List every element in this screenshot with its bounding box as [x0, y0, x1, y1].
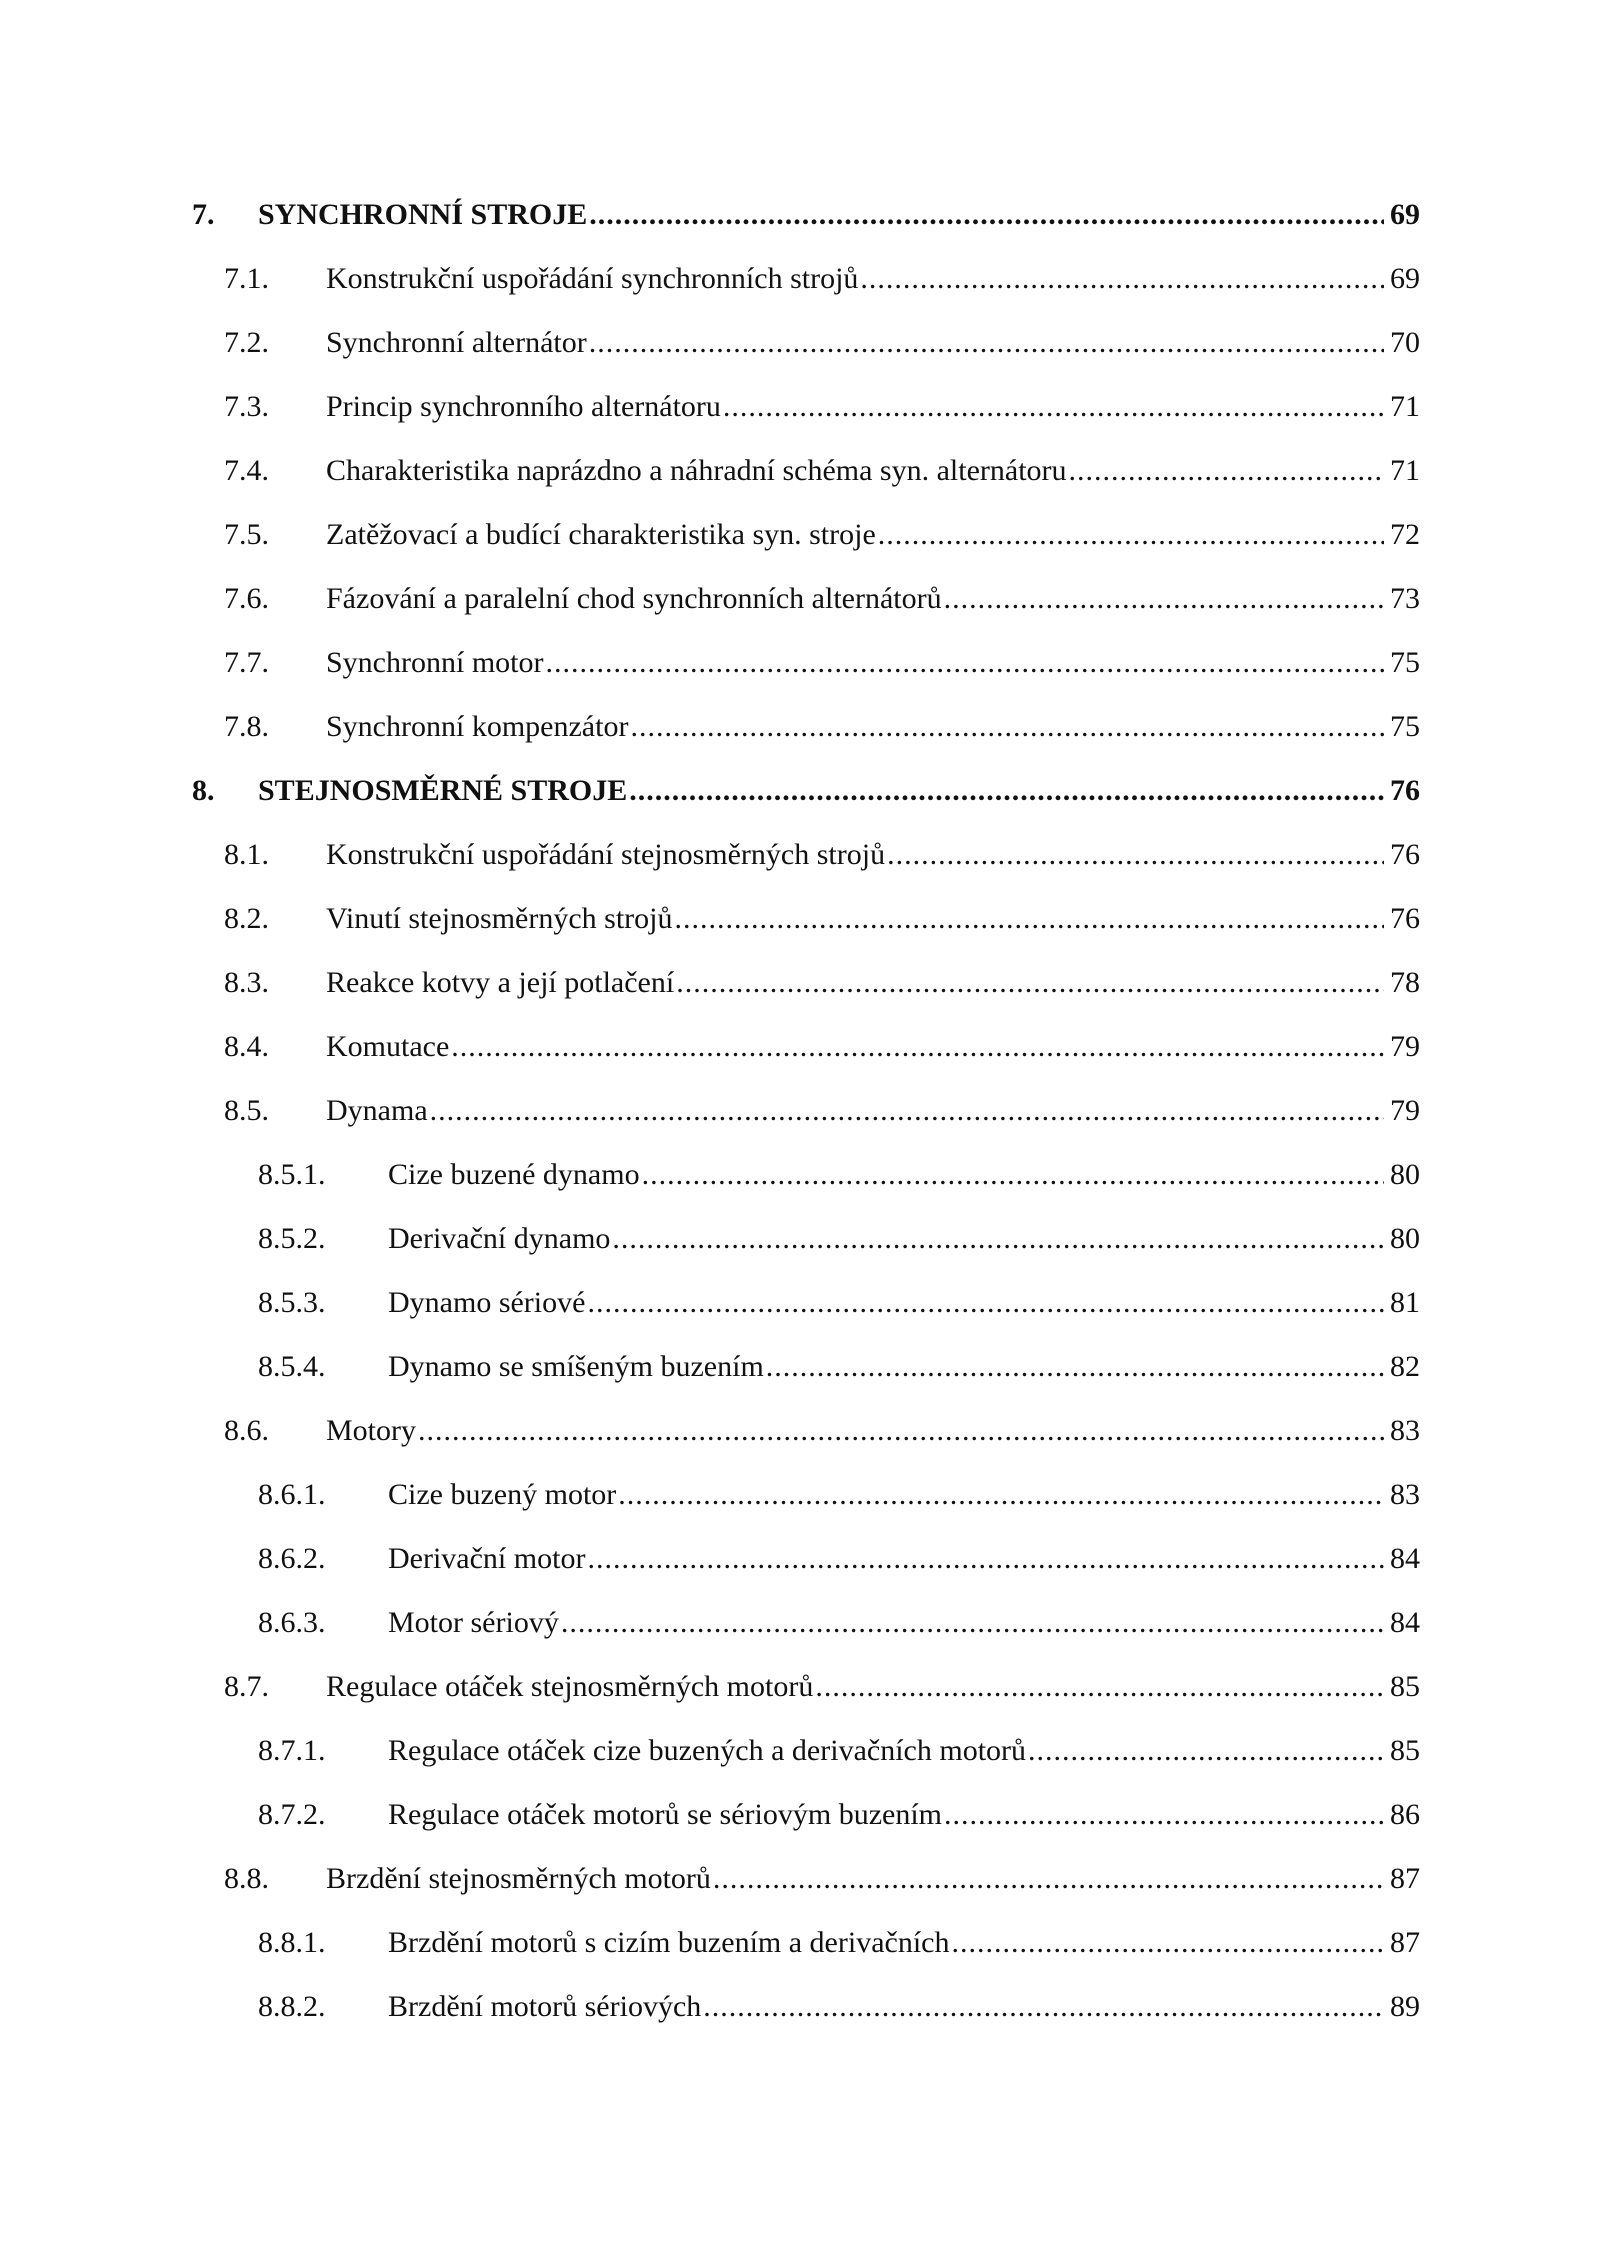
dot-leader: [418, 1399, 1384, 1463]
toc-page-number: 72: [1390, 518, 1420, 551]
toc-entry[interactable]: [0, 1847, 1600, 1911]
dot-leader: [713, 1847, 1384, 1911]
dot-leader: [589, 183, 1384, 247]
toc-title: Motor sériový: [388, 1606, 559, 1639]
toc-page-number: 85: [1390, 1670, 1420, 1703]
toc-title: Brzdění motorů s cizím buzením a derivačních: [388, 1926, 950, 1959]
toc-page-number: 80: [1390, 1222, 1420, 1255]
toc-title: Regulace otáček stejnosměrných motorů: [326, 1670, 814, 1703]
toc-entry[interactable]: [0, 887, 1600, 951]
toc-title: Synchronní kompenzátor: [326, 710, 629, 743]
toc-entry-line: [326, 1399, 1420, 1463]
dot-leader: [587, 1527, 1384, 1591]
toc-number: 8.1.: [224, 838, 269, 871]
toc-entry-line: [326, 567, 1420, 631]
toc-page-number: 87: [1390, 1862, 1420, 1895]
toc-entry-line: [258, 183, 1420, 247]
toc-entry-line: [326, 887, 1420, 951]
toc-number: 8.7.2.: [258, 1798, 326, 1831]
toc-page-number: 69: [1390, 198, 1420, 231]
toc-entry[interactable]: [0, 1783, 1600, 1847]
toc-number: 8.8.1.: [258, 1926, 326, 1959]
toc-number: 7.: [192, 198, 215, 231]
toc-title: SYNCHRONNÍ STROJE: [258, 198, 588, 231]
toc-title: Dynamo sériové: [388, 1286, 586, 1319]
toc-entry-line: [326, 1655, 1420, 1719]
toc-title: STEJNOSMĚRNÉ STROJE: [258, 774, 628, 807]
toc-entry[interactable]: [0, 1015, 1600, 1079]
toc-number: 8.4.: [224, 1030, 269, 1063]
toc-number: 8.: [192, 774, 215, 807]
toc-page-number: 85: [1390, 1734, 1420, 1767]
toc-title: Konstrukční uspořádání stejnosměrných strojů: [326, 838, 886, 871]
toc-entry-line: [326, 439, 1420, 503]
toc-title: Derivační dynamo: [388, 1222, 611, 1255]
dot-leader: [629, 759, 1384, 823]
toc-entry-line: [258, 759, 1420, 823]
toc-page-number: 83: [1390, 1414, 1420, 1447]
toc-page-number: 76: [1390, 838, 1420, 871]
toc-page-number: 84: [1390, 1542, 1420, 1575]
dot-leader: [887, 823, 1384, 887]
toc-entry[interactable]: [0, 823, 1600, 887]
toc-number: 7.1.: [224, 262, 269, 295]
toc-entry-line: [388, 1719, 1420, 1783]
dot-leader: [860, 247, 1384, 311]
toc-entry[interactable]: [0, 1911, 1600, 1975]
toc-entry[interactable]: [0, 1655, 1600, 1719]
dot-leader: [546, 631, 1385, 695]
toc-entry[interactable]: [0, 1143, 1600, 1207]
dot-leader: [1069, 439, 1384, 503]
toc-number: 8.5.3.: [258, 1286, 326, 1319]
toc-number: 7.7.: [224, 646, 269, 679]
toc-number: 8.5.4.: [258, 1350, 326, 1383]
toc-entry-line: [388, 1335, 1420, 1399]
toc-entry-line: [388, 1527, 1420, 1591]
toc-title: Synchronní motor: [326, 646, 544, 679]
toc-entry[interactable]: [0, 1335, 1600, 1399]
toc-page-number: 75: [1390, 646, 1420, 679]
toc-number: 8.5.1.: [258, 1158, 326, 1191]
dot-leader: [451, 1015, 1384, 1079]
toc-entry-line: [388, 1207, 1420, 1271]
toc-title: Komutace: [326, 1030, 450, 1063]
toc-entry[interactable]: [0, 759, 1600, 823]
dot-leader: [951, 1911, 1384, 1975]
toc-title: Charakteristika naprázdno a náhradní schéma syn. alternátoru: [326, 454, 1067, 487]
toc-title: Derivační motor: [388, 1542, 586, 1575]
toc-number: 8.5.: [224, 1094, 269, 1127]
toc-entry-line: [388, 1783, 1420, 1847]
toc-entry[interactable]: [0, 1463, 1600, 1527]
toc-entry-line: [388, 1463, 1420, 1527]
toc-page-number: 86: [1390, 1798, 1420, 1831]
dot-leader: [589, 311, 1384, 375]
toc-number: 7.4.: [224, 454, 269, 487]
toc-entry[interactable]: [0, 631, 1600, 695]
toc-page-number: 71: [1390, 390, 1420, 423]
dot-leader: [630, 695, 1384, 759]
toc-entry-line: [326, 1015, 1420, 1079]
toc-number: 8.6.2.: [258, 1542, 326, 1575]
toc-page-number: 89: [1390, 1990, 1420, 2023]
dot-leader: [723, 375, 1384, 439]
toc-title: Fázování a paralelní chod synchronních alternátorů: [326, 582, 942, 615]
toc-entry[interactable]: [0, 311, 1600, 375]
toc-number: 8.8.2.: [258, 1990, 326, 2023]
toc-entry-line: [326, 375, 1420, 439]
toc-number: 8.8.: [224, 1862, 269, 1895]
toc-entry[interactable]: [0, 1527, 1600, 1591]
toc-title: Synchronní alternátor: [326, 326, 587, 359]
toc-title: Zatěžovací a budící charakteristika syn. stroje: [326, 518, 876, 551]
toc-page-number: 83: [1390, 1478, 1420, 1511]
toc-page-number: 75: [1390, 710, 1420, 743]
toc-page-number: 84: [1390, 1606, 1420, 1639]
toc-entry-line: [326, 503, 1420, 567]
dot-leader: [878, 503, 1384, 567]
toc-title: Cize buzený motor: [388, 1478, 617, 1511]
toc-page-number: 79: [1390, 1030, 1420, 1063]
dot-leader: [1028, 1719, 1384, 1783]
toc-entry[interactable]: [0, 1079, 1600, 1143]
dot-leader: [944, 1783, 1384, 1847]
toc-entry[interactable]: [0, 1399, 1600, 1463]
toc-page-number: 87: [1390, 1926, 1420, 1959]
toc-page-number: 71: [1390, 454, 1420, 487]
toc-number: 8.7.: [224, 1670, 269, 1703]
toc-entry-line: [388, 1271, 1420, 1335]
dot-leader: [815, 1655, 1384, 1719]
toc-title: Motory: [326, 1414, 416, 1447]
toc-page-number: 76: [1390, 902, 1420, 935]
toc-number: 8.7.1.: [258, 1734, 326, 1767]
dot-leader: [612, 1207, 1384, 1271]
table-of-contents: [0, 183, 1600, 2039]
toc-entry-line: [326, 631, 1420, 695]
dot-leader: [675, 887, 1385, 951]
toc-page-number: 80: [1390, 1158, 1420, 1191]
toc-entry[interactable]: [0, 503, 1600, 567]
toc-entry[interactable]: [0, 1207, 1600, 1271]
toc-entry-line: [326, 951, 1420, 1015]
toc-number: 8.5.2.: [258, 1222, 326, 1255]
toc-page-number: 78: [1390, 966, 1420, 999]
dot-leader: [944, 567, 1384, 631]
toc-title: Regulace otáček motorů se sériovým buzením: [388, 1798, 942, 1831]
dot-leader: [642, 1143, 1384, 1207]
toc-entry-line: [326, 247, 1420, 311]
toc-number: 7.3.: [224, 390, 269, 423]
toc-entry-line: [326, 311, 1420, 375]
dot-leader: [430, 1079, 1384, 1143]
toc-title: Vinutí stejnosměrných strojů: [326, 902, 673, 935]
toc-number: 8.2.: [224, 902, 269, 935]
toc-title: Brzdění motorů sériových: [388, 1990, 702, 2023]
toc-number: 8.6.: [224, 1414, 269, 1447]
toc-entry[interactable]: [0, 183, 1600, 247]
toc-entry-line: [326, 823, 1420, 887]
toc-number: 8.6.1.: [258, 1478, 326, 1511]
toc-number: 8.3.: [224, 966, 269, 999]
toc-title: Regulace otáček cize buzených a derivačních motorů: [388, 1734, 1027, 1767]
dot-leader: [676, 951, 1384, 1015]
toc-entry-line: [388, 1591, 1420, 1655]
toc-title: Brzdění stejnosměrných motorů: [326, 1862, 711, 1895]
toc-page-number: 76: [1390, 774, 1420, 807]
toc-title: Reakce kotvy a její potlačení: [326, 966, 675, 999]
toc-entry-line: [326, 695, 1420, 759]
toc-number: 8.6.3.: [258, 1606, 326, 1639]
toc-number: 7.6.: [224, 582, 269, 615]
dot-leader: [561, 1591, 1384, 1655]
toc-page-number: 73: [1390, 582, 1420, 615]
toc-entry-line: [388, 1911, 1420, 1975]
toc-title: Dynamo se smíšeným buzením: [388, 1350, 764, 1383]
toc-entry[interactable]: [0, 247, 1600, 311]
toc-entry-line: [326, 1079, 1420, 1143]
dot-leader: [766, 1335, 1384, 1399]
toc-entry[interactable]: [0, 1271, 1600, 1335]
toc-entry[interactable]: [0, 375, 1600, 439]
toc-page-number: 70: [1390, 326, 1420, 359]
toc-entry[interactable]: [0, 1591, 1600, 1655]
toc-title: Dynama: [326, 1094, 428, 1127]
toc-title: Cize buzené dynamo: [388, 1158, 640, 1191]
toc-entry[interactable]: [0, 1975, 1600, 2039]
toc-page-number: 81: [1390, 1286, 1420, 1319]
toc-entry[interactable]: [0, 567, 1600, 631]
toc-page-number: 69: [1390, 262, 1420, 295]
dot-leader: [618, 1463, 1384, 1527]
toc-number: 7.8.: [224, 710, 269, 743]
toc-page-number: 82: [1390, 1350, 1420, 1383]
toc-title: Konstrukční uspořádání synchronních strojů: [326, 262, 859, 295]
toc-entry[interactable]: [0, 439, 1600, 503]
toc-entry[interactable]: [0, 1719, 1600, 1783]
toc-entry-line: [326, 1847, 1420, 1911]
toc-entry-line: [388, 1143, 1420, 1207]
toc-number: 7.2.: [224, 326, 269, 359]
toc-entry-line: [388, 1975, 1420, 2039]
toc-entry[interactable]: [0, 695, 1600, 759]
dot-leader: [703, 1975, 1384, 2039]
dot-leader: [587, 1271, 1384, 1335]
toc-entry[interactable]: [0, 951, 1600, 1015]
toc-page-number: 79: [1390, 1094, 1420, 1127]
toc-number: 7.5.: [224, 518, 269, 551]
toc-title: Princip synchronního alternátoru: [326, 390, 721, 423]
